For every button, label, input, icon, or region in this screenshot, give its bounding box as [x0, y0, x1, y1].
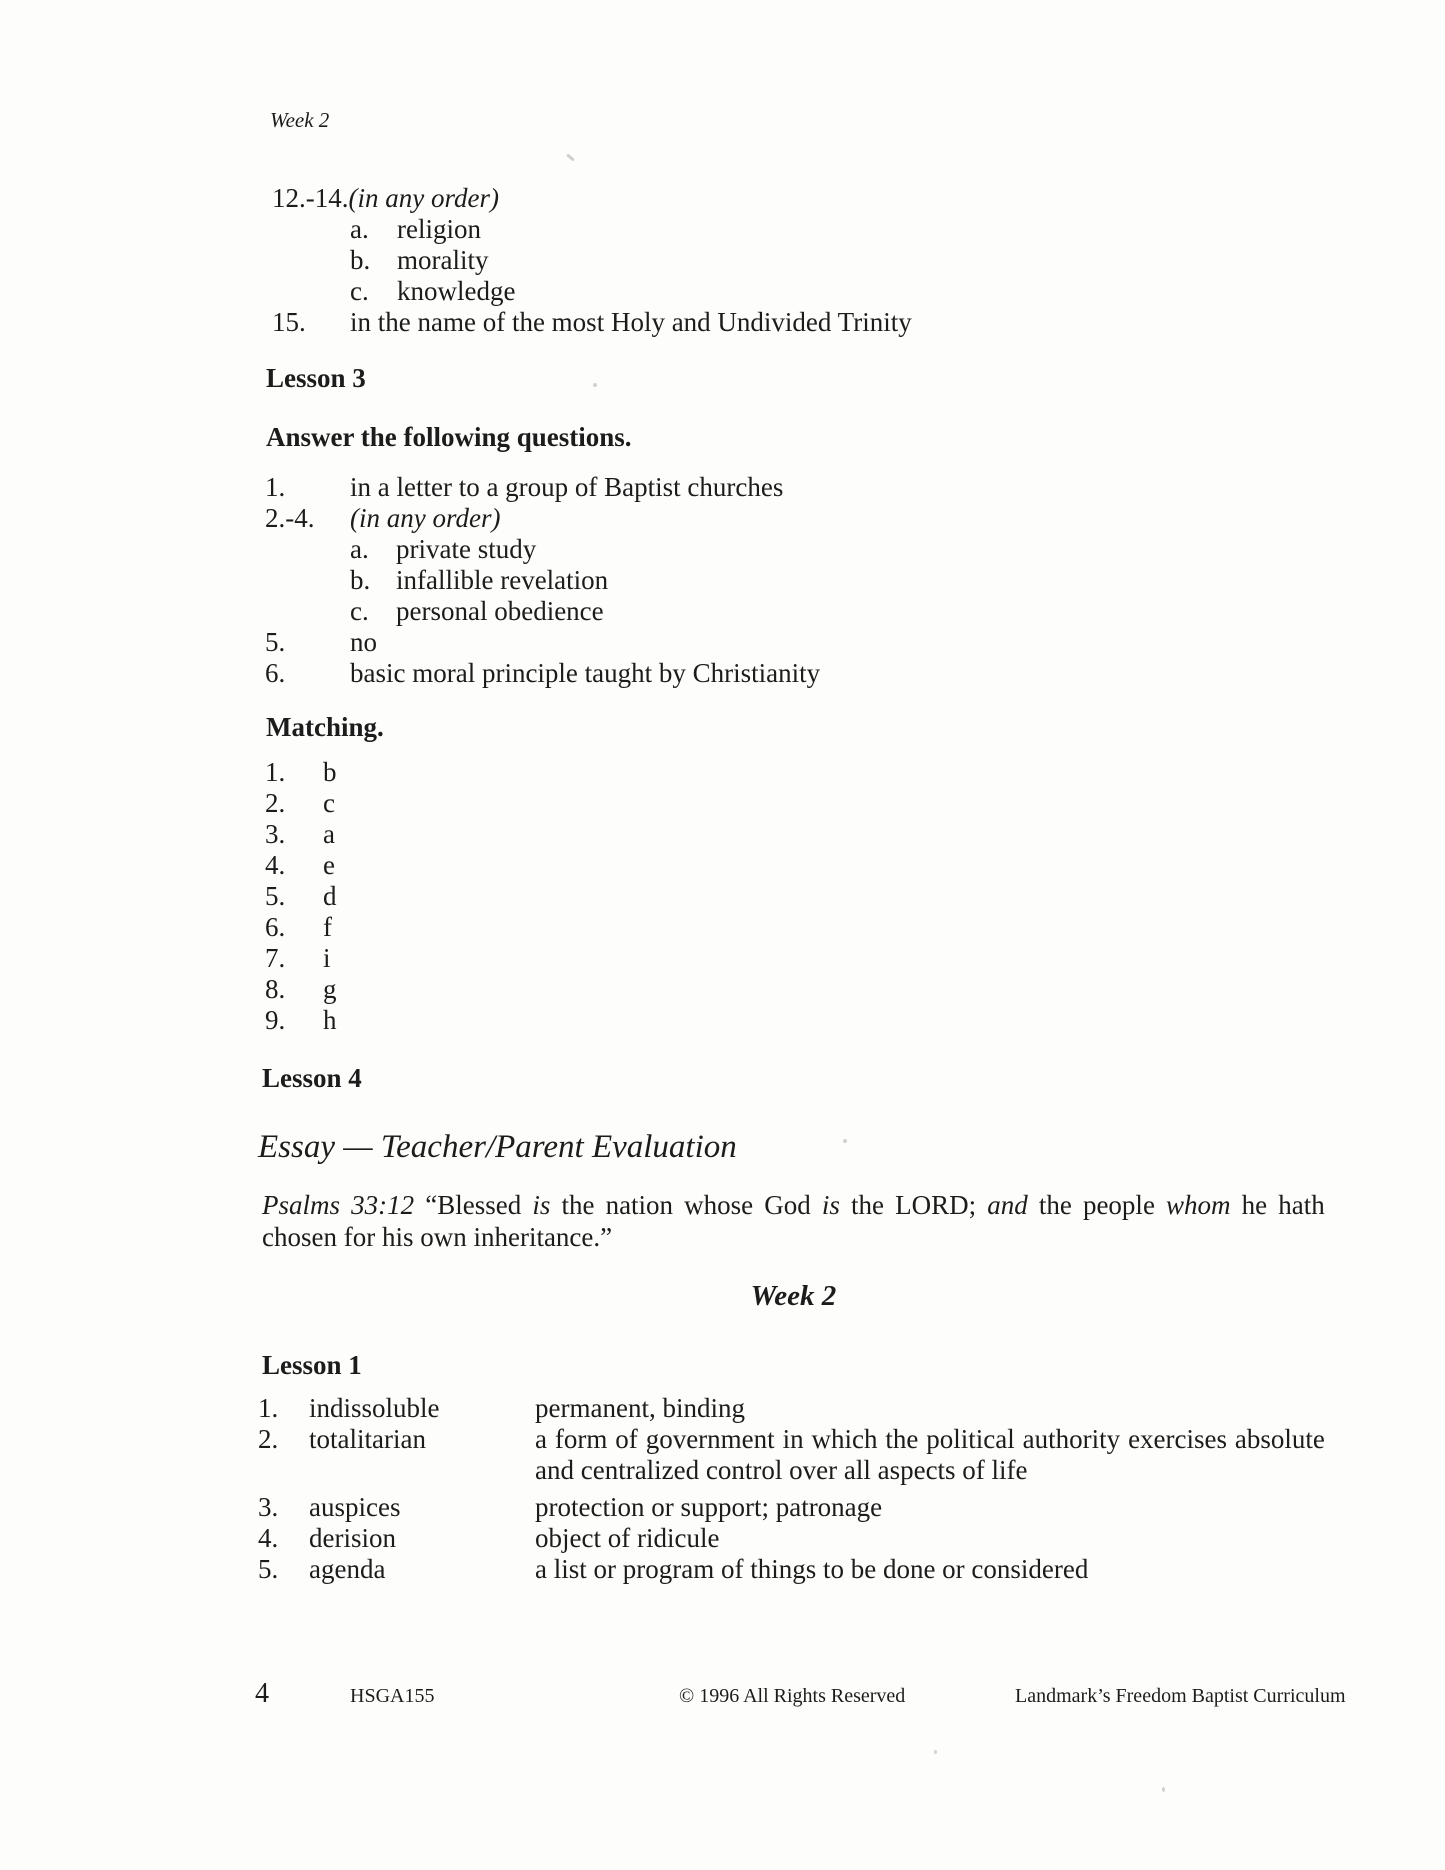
item-number: 8.	[265, 974, 286, 1004]
item-number: 12.-14.	[272, 183, 349, 213]
question-item	[265, 503, 1335, 534]
matching-item	[265, 850, 665, 881]
matching-item	[265, 1005, 665, 1036]
matching-block	[265, 757, 665, 1036]
footer-code: HSGA155	[350, 1685, 435, 1707]
matching-item	[265, 881, 665, 912]
questions-section-heading: Answer the following questions.	[266, 422, 632, 452]
footer-copyright: © 1996 All Rights Reserved	[679, 1685, 906, 1707]
sub-answer-item	[272, 214, 1332, 245]
sub-text: personal obedience	[396, 596, 604, 626]
item-number: 15.	[272, 307, 306, 337]
item-text: basic moral principle taught by Christianity	[350, 658, 821, 688]
vocab-definition	[535, 1424, 1325, 1486]
item-note: (in any order)	[348, 183, 499, 213]
sub-letter: c.	[350, 596, 369, 626]
matching-item	[265, 788, 665, 819]
psalms-paragraph	[262, 1189, 1325, 1253]
vocab-item	[258, 1492, 1333, 1523]
vocab-block	[258, 1393, 1333, 1585]
match-letter: e	[323, 850, 335, 880]
vocab-definition: permanent, binding	[535, 1393, 745, 1423]
item-number: 3.	[258, 1492, 279, 1522]
match-letter: c	[323, 788, 335, 818]
scan-artifact	[934, 1750, 937, 1754]
vocab-item	[258, 1393, 1333, 1424]
match-letter: i	[323, 943, 331, 973]
item-number: 6.	[265, 658, 286, 688]
vocab-term: agenda	[309, 1554, 386, 1584]
lesson4-heading: Lesson 4	[262, 1063, 362, 1093]
question-item	[265, 472, 1335, 503]
item-number: 6.	[265, 912, 286, 942]
essay-heading: Essay — Teacher/Parent Evaluation	[258, 1129, 737, 1165]
item-number: 4.	[258, 1523, 279, 1553]
scan-artifact	[593, 383, 597, 387]
psalms-line2: chosen for his own inheritance.”	[262, 1222, 613, 1252]
match-letter: b	[323, 757, 337, 787]
sub-answer-item	[272, 276, 1332, 307]
item-number: 2.	[258, 1424, 279, 1454]
vocab-definition-line1: a form of government in which the political authority exercises absolute	[535, 1424, 1325, 1454]
item-number: 5.	[265, 627, 286, 657]
sub-text: knowledge	[397, 276, 516, 306]
lesson1-heading: Lesson 1	[262, 1350, 362, 1380]
item-number: 4.	[265, 850, 286, 880]
vocab-term: auspices	[309, 1492, 401, 1522]
sub-letter: a.	[350, 534, 369, 564]
item-number: 1.	[265, 472, 286, 502]
matching-item	[265, 819, 665, 850]
page-number: 4	[255, 1678, 269, 1709]
question-item	[265, 627, 1335, 658]
item-number: 1.	[258, 1393, 279, 1423]
answer-item-15	[272, 307, 1332, 338]
match-letter: g	[323, 974, 337, 1004]
sub-text: morality	[397, 245, 489, 275]
sub-answer-item	[265, 565, 1335, 596]
item-number: 7.	[265, 943, 286, 973]
vocab-term: derision	[309, 1523, 396, 1553]
sub-letter: b.	[350, 245, 371, 275]
answer-item-range	[272, 183, 1332, 214]
item-number: 5.	[265, 881, 286, 911]
running-header: Week 2	[270, 108, 330, 132]
match-letter: d	[323, 881, 337, 911]
lesson3-questions-block	[265, 472, 1335, 689]
vocab-definition: object of ridicule	[535, 1523, 720, 1553]
footer-publisher: Landmark’s Freedom Baptist Curriculum	[1015, 1685, 1346, 1707]
vocab-term: indissoluble	[309, 1393, 440, 1423]
matching-item	[265, 943, 665, 974]
vocab-definition: a list or program of things to be done or considered	[535, 1554, 1089, 1584]
psalms-line1: Psalms 33:12 “Blessed is the nation whose God is the LORD; and the people whom he hath	[262, 1190, 1325, 1220]
vocab-definition-line2: and centralized control over all aspects of life	[535, 1455, 1028, 1485]
lesson3-heading: Lesson 3	[266, 363, 366, 393]
item-number: 1.	[265, 757, 286, 787]
item-note: (in any order)	[350, 503, 501, 533]
vocab-item	[258, 1523, 1333, 1554]
sub-answer-item	[265, 596, 1335, 627]
matching-item	[265, 912, 665, 943]
item-text: no	[350, 627, 377, 657]
item-number: 9.	[265, 1005, 286, 1035]
vocab-definition: protection or support; patronage	[535, 1492, 883, 1522]
answers-12-15-block	[272, 183, 1332, 338]
scan-artifact	[566, 153, 575, 161]
item-number: 2.-4.	[265, 503, 315, 533]
sub-answer-item	[265, 534, 1335, 565]
sub-text: private study	[396, 534, 537, 564]
matching-heading: Matching.	[266, 712, 384, 742]
matching-item	[265, 974, 665, 1005]
sub-answer-item	[272, 245, 1332, 276]
match-letter: a	[323, 819, 335, 849]
match-letter: h	[323, 1005, 337, 1035]
sub-text: religion	[397, 214, 481, 244]
vocab-item	[258, 1424, 1333, 1486]
item-number: 5.	[258, 1554, 279, 1584]
item-number: 2.	[265, 788, 286, 818]
sub-letter: b.	[350, 565, 371, 595]
item-number: 3.	[265, 819, 286, 849]
sub-letter: a.	[350, 214, 369, 244]
sub-letter: c.	[350, 276, 369, 306]
match-letter: f	[323, 912, 332, 942]
item-text: in the name of the most Holy and Undivided Trinity	[350, 307, 912, 337]
sub-text: infallible revelation	[396, 565, 609, 595]
scan-artifact	[1162, 1787, 1165, 1792]
scan-artifact	[843, 1139, 847, 1143]
vocab-term: totalitarian	[309, 1424, 426, 1454]
matching-item	[265, 757, 665, 788]
week2-heading: Week 2	[750, 1280, 837, 1312]
vocab-item	[258, 1554, 1333, 1585]
item-text: in a letter to a group of Baptist churches	[350, 472, 784, 502]
question-item	[265, 658, 1335, 689]
